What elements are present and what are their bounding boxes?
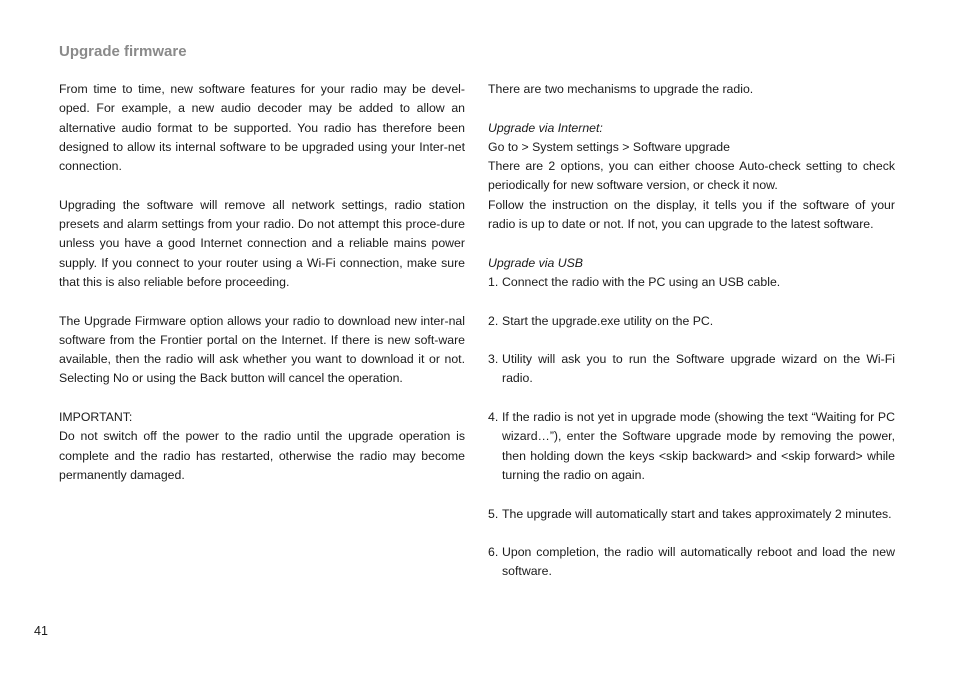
- step-number: 4.: [488, 410, 499, 425]
- step-text: Connect the radio with the PC using an USB cable.: [502, 274, 781, 289]
- option-paragraph: The Upgrade Firmware option allows your radio to download new inter-nal software from the Frontier portal on the Internet. If there is new soft-ware available, then the radio will ask whether you want to download it or not. Selecting No or using the Back button will cancel the operation.: [59, 313, 465, 386]
- list-item: [488, 543, 895, 582]
- list-item: [488, 312, 895, 331]
- list-item: [488, 350, 895, 389]
- list-item: [488, 505, 895, 524]
- step-text: The upgrade will automatically start and takes approximately 2 minutes.: [502, 506, 892, 521]
- internet-instruction-text: Follow the instruction on the display, it tells you if the software of your radio is up to date or not. If not, you can upgrade to the latest software.: [488, 197, 895, 232]
- warning-paragraph: Upgrading the software will remove all network settings, radio station presets and alarm settings from your radio. Do not attempt this proce-dure unless you have a good Internet connection and a reliable mains power supply. If you connect to your router using a Wi-Fi connection, make sure that this is also reliable before proceeding.: [59, 197, 465, 289]
- step-number: 6.: [488, 545, 499, 560]
- important-label: IMPORTANT:: [59, 410, 133, 425]
- internet-heading: Upgrade via Internet:: [488, 120, 603, 135]
- step-text: If the radio is not yet in upgrade mode (showing the text “Waiting for PC wizard…”), enter the Software upgrade mode by removing the power, then holding down the keys <skip backward> and <skip forward> while turning the radio on again.: [502, 410, 895, 482]
- page-title: Upgrade firmware: [59, 43, 187, 60]
- step-text: Upon completion, the radio will automatically reboot and load the new software.: [502, 545, 895, 579]
- list-item: [488, 408, 895, 485]
- mechanisms-intro: There are two mechanisms to upgrade the radio.: [488, 82, 754, 96]
- step-number: 1.: [488, 274, 499, 289]
- intro-paragraph: From time to time, new software features for your radio may be devel-oped. For example, a new audio decoder may be added to allow an alternative audio format to be supported. You radio has therefore been designed to allow its internal software to be upgraded using your Inter-net connection.: [59, 82, 465, 174]
- step-number: 2.: [488, 313, 499, 328]
- usb-heading: Upgrade via USB: [488, 255, 584, 270]
- step-text: Utility will ask you to run the Software upgrade wizard on the Wi-Fi radio.: [502, 352, 895, 386]
- page-number: 41: [34, 624, 48, 638]
- step-number: 3.: [488, 352, 499, 367]
- step-number: 5.: [488, 506, 499, 521]
- step-text: Start the upgrade.exe utility on the PC.: [502, 313, 714, 328]
- internet-options-text: There are 2 options, you can either choose Auto-check setting to check periodically for new software version, or check it now.: [488, 159, 895, 193]
- right-column: [488, 80, 895, 582]
- left-column: [59, 80, 465, 485]
- important-text: Do not switch off the power to the radio until the upgrade operation is complete and the radio has restarted, otherwise the radio may become permanently damaged.: [59, 429, 465, 482]
- list-item: [488, 273, 895, 292]
- internet-menu-path: Go to > System settings > Software upgrade: [488, 139, 730, 154]
